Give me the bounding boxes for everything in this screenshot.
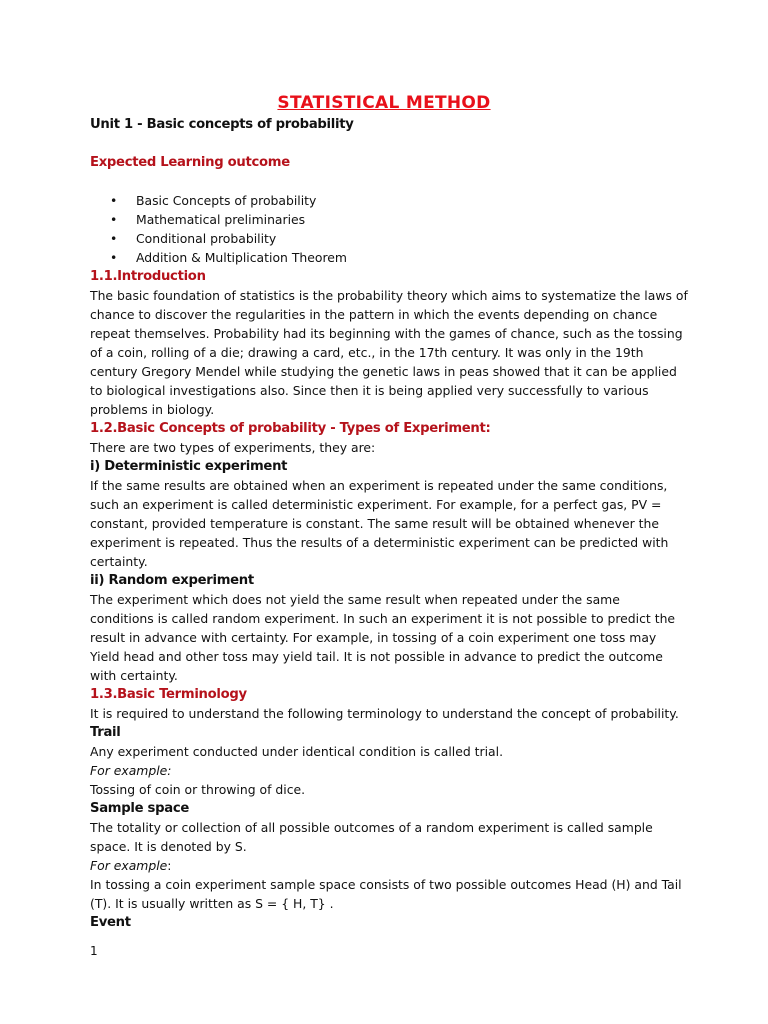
text-line: space. It is denoted by S. [90, 839, 247, 854]
sample-example-label-line [90, 856, 690, 875]
document-title: STATISTICAL METHOD [277, 93, 491, 113]
list-item: • Mathematical preliminaries [110, 210, 690, 229]
outcome-list [110, 191, 690, 267]
document-body [90, 115, 690, 932]
text-line: constant, provided temperature is constant. The same result will be obtained whenever the [90, 516, 659, 531]
text-line: The experiment which does not yield the same result when repeated under the same [90, 592, 620, 607]
subheading-random: ii) Random experiment [90, 573, 254, 588]
sample-example-label: For example [90, 858, 168, 873]
page-number: 1 [90, 944, 98, 958]
unit-heading: Unit 1 - Basic concepts of probability [90, 117, 354, 132]
trail-example: Tossing of coin or throwing of dice. [90, 782, 306, 797]
deterministic-paragraph [90, 476, 690, 571]
list-item: • Basic Concepts of probability [110, 191, 690, 210]
text-line: repeat themselves. Probability had its beginning with the games of chance, such as the tossing [90, 326, 683, 341]
trail-example-label: For example: [90, 763, 172, 778]
subheading-sample-space: Sample space [90, 801, 189, 816]
introduction-paragraph [90, 286, 690, 419]
trail-definition: Any experiment conducted under identical condition is called trial. [90, 744, 504, 759]
random-paragraph [90, 590, 690, 685]
list-item: • Addition & Multiplication Theorem [110, 248, 690, 267]
subheading-deterministic: i) Deterministic experiment [90, 459, 288, 474]
section-heading-types-of-experiment: 1.2.Basic Concepts of probability - Types of Experiment: [90, 421, 491, 436]
section-heading-terminology: 1.3.Basic Terminology [90, 687, 247, 702]
text-line: The totality or collection of all possible outcomes of a random experiment is called sample [90, 820, 653, 835]
text-line: If the same results are obtained when an experiment is repeated under the same conditions, [90, 478, 668, 493]
subheading-trail: Trail [90, 725, 121, 740]
text-line: conditions is called random experiment. In such an experiment it is not possible to predict the [90, 611, 676, 626]
outcome-heading: Expected Learning outcome [90, 155, 290, 170]
terminology-intro: It is required to understand the following terminology to understand the concept of probability. [90, 706, 679, 721]
section-heading-introduction: 1.1.Introduction [90, 269, 206, 284]
text-line: with certainty. [90, 668, 178, 683]
text-line: chance to discover the regularities in the pattern in which the events depending on chance [90, 307, 658, 322]
text-line: certainty. [90, 554, 148, 569]
text-line: of a coin, rolling of a die; drawing a card, etc., in the 17th century. It was only in the 19th [90, 345, 644, 360]
text-line: result in advance with certainty. For example, in tossing of a coin experiment one toss may [90, 630, 657, 645]
text-line: to biological investigations also. Since then it is being applied very successfully to various [90, 383, 649, 398]
text-line: such an experiment is called deterministic experiment. For example, for a perfect gas, PV = [90, 497, 662, 512]
list-item: • Conditional probability [110, 229, 690, 248]
text-line: (T). It is usually written as S = { H, T} . [90, 896, 334, 911]
text-line: Yield head and other toss may yield tail. It is not possible in advance to predict the outcome [90, 649, 663, 664]
text-line: century Gregory Mendel while studying the genetic laws in peas showed that it can be applied [90, 364, 677, 379]
text-line: The basic foundation of statistics is the probability theory which aims to systematize the laws of [90, 288, 688, 303]
text-line: In tossing a coin experiment sample space consists of two possible outcomes Head (H) and Tail [90, 877, 682, 892]
sample-example-colon: : [167, 858, 172, 873]
subheading-event: Event [90, 915, 131, 930]
types-intro: There are two types of experiments, they are: [90, 440, 376, 455]
text-line: experiment is repeated. Thus the results of a deterministic experiment can be predicted with [90, 535, 669, 550]
text-line: problems in biology. [90, 402, 215, 417]
